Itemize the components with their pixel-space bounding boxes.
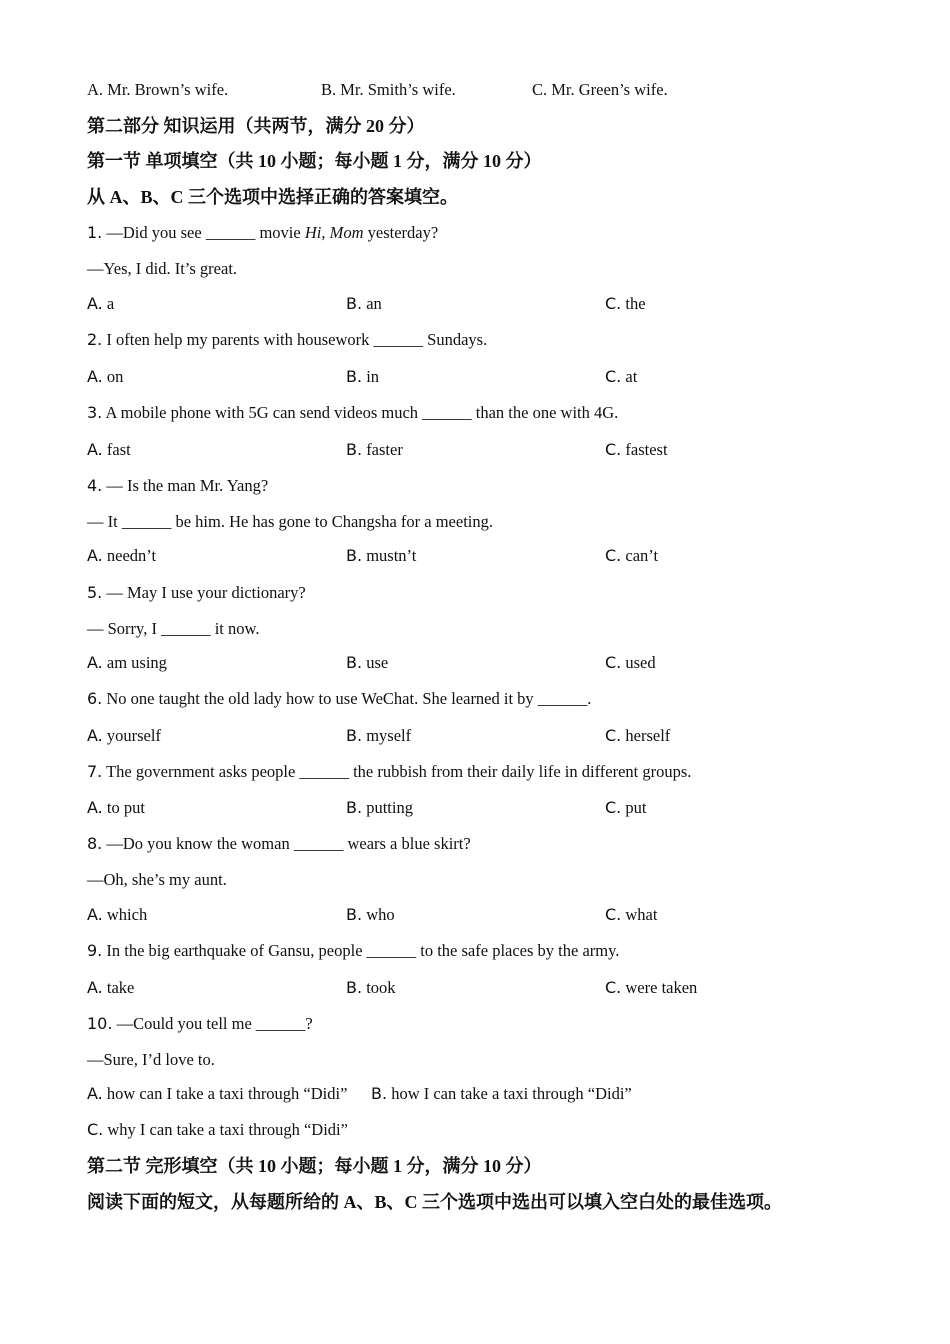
question-number: 6. xyxy=(87,689,103,708)
q4-option-a xyxy=(87,546,156,566)
question-2 xyxy=(87,330,487,350)
option-label: A. xyxy=(87,440,103,459)
option-text: put xyxy=(625,798,647,817)
movie-title: Hi, Mom xyxy=(304,223,364,242)
prev-option-a: A. Mr. Brown’s wife. xyxy=(87,80,229,99)
option-label: A. xyxy=(87,978,103,997)
q5-option-b xyxy=(346,653,388,673)
q6-option-b xyxy=(346,726,411,746)
q5-option-a xyxy=(87,653,167,673)
q3-option-b xyxy=(346,440,403,460)
q8-option-a xyxy=(87,905,147,925)
question-3 xyxy=(87,403,618,423)
option-text: used xyxy=(625,653,656,672)
question-1-reply: —Yes, I did. It’s great. xyxy=(87,259,238,278)
question-number: 2. xyxy=(87,330,103,349)
question-number: 9. xyxy=(87,941,103,960)
prev-option-c: C. Mr. Green’s wife. xyxy=(532,80,668,99)
q6-option-a xyxy=(87,726,161,746)
option-label: C. xyxy=(605,978,622,997)
option-text: myself xyxy=(366,726,412,745)
option-label: B. xyxy=(346,294,363,313)
option-text: faster xyxy=(366,440,403,459)
option-text: yourself xyxy=(106,726,161,745)
question-number: 4. xyxy=(87,476,103,495)
q2-option-b xyxy=(346,367,379,387)
question-text: —Do you know the woman ______ wears a blue skirt? xyxy=(106,834,471,853)
option-text: to put xyxy=(106,798,145,817)
question-number: 3. xyxy=(87,403,103,422)
q9-option-c xyxy=(605,978,697,998)
q9-option-a xyxy=(87,978,134,998)
prev-option-b: B. Mr. Smith’s wife. xyxy=(321,80,456,99)
q4-option-b xyxy=(346,546,416,566)
option-label: C. xyxy=(605,546,622,565)
q10-option-b xyxy=(371,1084,632,1104)
question-10 xyxy=(87,1014,313,1034)
section2-heading: 第二节 完形填空（共 10 小题；每小题 1 分，满分 10 分） xyxy=(87,1156,542,1176)
option-text: an xyxy=(366,294,382,313)
option-label: C. xyxy=(605,798,622,817)
q3-option-a xyxy=(87,440,131,460)
question-text: A mobile phone with 5G can send videos much ______ than the one with 4G. xyxy=(105,403,619,422)
question-text: — May I use your dictionary? xyxy=(106,583,306,602)
option-text: a xyxy=(106,294,115,313)
q6-option-c xyxy=(605,726,670,746)
option-label: A. xyxy=(87,1084,103,1103)
q3-option-c xyxy=(605,440,668,460)
question-number: 1. xyxy=(87,223,103,242)
option-label: C. xyxy=(605,905,622,924)
option-label: A. xyxy=(87,726,103,745)
option-text: putting xyxy=(366,798,413,817)
question-text: —Did you see ______ movie xyxy=(106,223,305,242)
question-6 xyxy=(87,689,591,709)
option-text: am using xyxy=(106,653,167,672)
question-text: In the big earthquake of Gansu, people ______ to the safe places by the army. xyxy=(106,941,620,960)
option-label: B. xyxy=(346,546,363,565)
option-label: A. xyxy=(87,546,103,565)
question-8-reply: —Oh, she’s my aunt. xyxy=(87,870,227,889)
question-number: 8. xyxy=(87,834,103,853)
option-label: B. xyxy=(346,367,363,386)
question-5-reply: — Sorry, I ______ it now. xyxy=(87,619,260,638)
question-8 xyxy=(87,834,471,854)
option-text: were taken xyxy=(625,978,698,997)
question-text: —Could you tell me ______? xyxy=(116,1014,313,1033)
q4-option-c xyxy=(605,546,658,566)
option-text: can’t xyxy=(625,546,659,565)
option-text: how can I take a taxi through “Didi” xyxy=(106,1084,348,1103)
q7-option-a xyxy=(87,798,145,818)
question-7 xyxy=(87,762,691,782)
q10-option-c xyxy=(87,1120,348,1140)
q2-option-a xyxy=(87,367,123,387)
option-text: fastest xyxy=(625,440,668,459)
q1-option-c xyxy=(605,294,646,314)
q7-option-b xyxy=(346,798,413,818)
q10-option-a xyxy=(87,1084,347,1104)
option-text: in xyxy=(366,367,380,386)
question-text: No one taught the old lady how to use WeChat. She learned it by ______. xyxy=(106,689,592,708)
q7-option-c xyxy=(605,798,646,818)
question-5 xyxy=(87,583,306,603)
option-text: on xyxy=(106,367,124,386)
option-text: how I can take a taxi through “Didi” xyxy=(391,1084,632,1103)
option-label: B. xyxy=(346,978,363,997)
question-4-reply: — It ______ be him. He has gone to Changsha for a meeting. xyxy=(87,512,493,531)
question-9 xyxy=(87,941,619,961)
option-text: herself xyxy=(625,726,671,745)
section2-instruction: 阅读下面的短文，从每题所给的 A、B、C 三个选项中选出可以填入空白处的最佳选项。 xyxy=(87,1192,783,1212)
question-text: I often help my parents with housework ______ Sundays. xyxy=(106,330,488,349)
option-text: the xyxy=(625,294,646,313)
section1-instruction: 从 A、B、C 三个选项中选择正确的答案填空。 xyxy=(87,187,459,207)
option-text: what xyxy=(625,905,658,924)
option-label: C. xyxy=(605,726,622,745)
option-text: needn’t xyxy=(106,546,157,565)
option-label: C. xyxy=(87,1120,104,1139)
option-label: B. xyxy=(346,440,363,459)
option-text: why I can take a taxi through “Didi” xyxy=(107,1120,348,1139)
q5-option-c xyxy=(605,653,656,673)
option-label: B. xyxy=(346,905,363,924)
option-label: B. xyxy=(346,653,363,672)
q9-option-b xyxy=(346,978,396,998)
option-label: C. xyxy=(605,440,622,459)
option-text: which xyxy=(106,905,148,924)
option-label: C. xyxy=(605,367,622,386)
question-number: 7. xyxy=(87,762,103,781)
option-text: take xyxy=(106,978,135,997)
q2-option-c xyxy=(605,367,637,387)
q8-option-c xyxy=(605,905,657,925)
option-label: B. xyxy=(346,798,363,817)
option-label: B. xyxy=(371,1084,388,1103)
option-text: who xyxy=(366,905,395,924)
q1-option-b xyxy=(346,294,382,314)
option-label: A. xyxy=(87,653,103,672)
q1-option-a xyxy=(87,294,114,314)
part2-heading: 第二部分 知识运用（共两节，满分 20 分） xyxy=(87,116,425,136)
question-1 xyxy=(87,223,438,243)
section1-heading: 第一节 单项填空（共 10 小题；每小题 1 分，满分 10 分） xyxy=(87,151,542,171)
q8-option-b xyxy=(346,905,395,925)
question-text: — Is the man Mr. Yang? xyxy=(106,476,269,495)
question-4 xyxy=(87,476,268,496)
option-text: at xyxy=(625,367,638,386)
option-text: mustn’t xyxy=(366,546,417,565)
option-label: C. xyxy=(605,653,622,672)
option-label: A. xyxy=(87,367,103,386)
option-label: C. xyxy=(605,294,622,313)
option-text: use xyxy=(366,653,389,672)
question-number: 5. xyxy=(87,583,103,602)
option-label: A. xyxy=(87,798,103,817)
option-text: took xyxy=(366,978,396,997)
question-10-reply: —Sure, I’d love to. xyxy=(87,1050,215,1069)
question-text-end: yesterday? xyxy=(363,223,439,242)
option-label: A. xyxy=(87,905,103,924)
option-label: B. xyxy=(346,726,363,745)
question-text: The government asks people ______ the rubbish from their daily life in different groups. xyxy=(106,762,692,781)
option-text: fast xyxy=(106,440,131,459)
question-number: 10. xyxy=(87,1014,113,1033)
option-label: A. xyxy=(87,294,103,313)
